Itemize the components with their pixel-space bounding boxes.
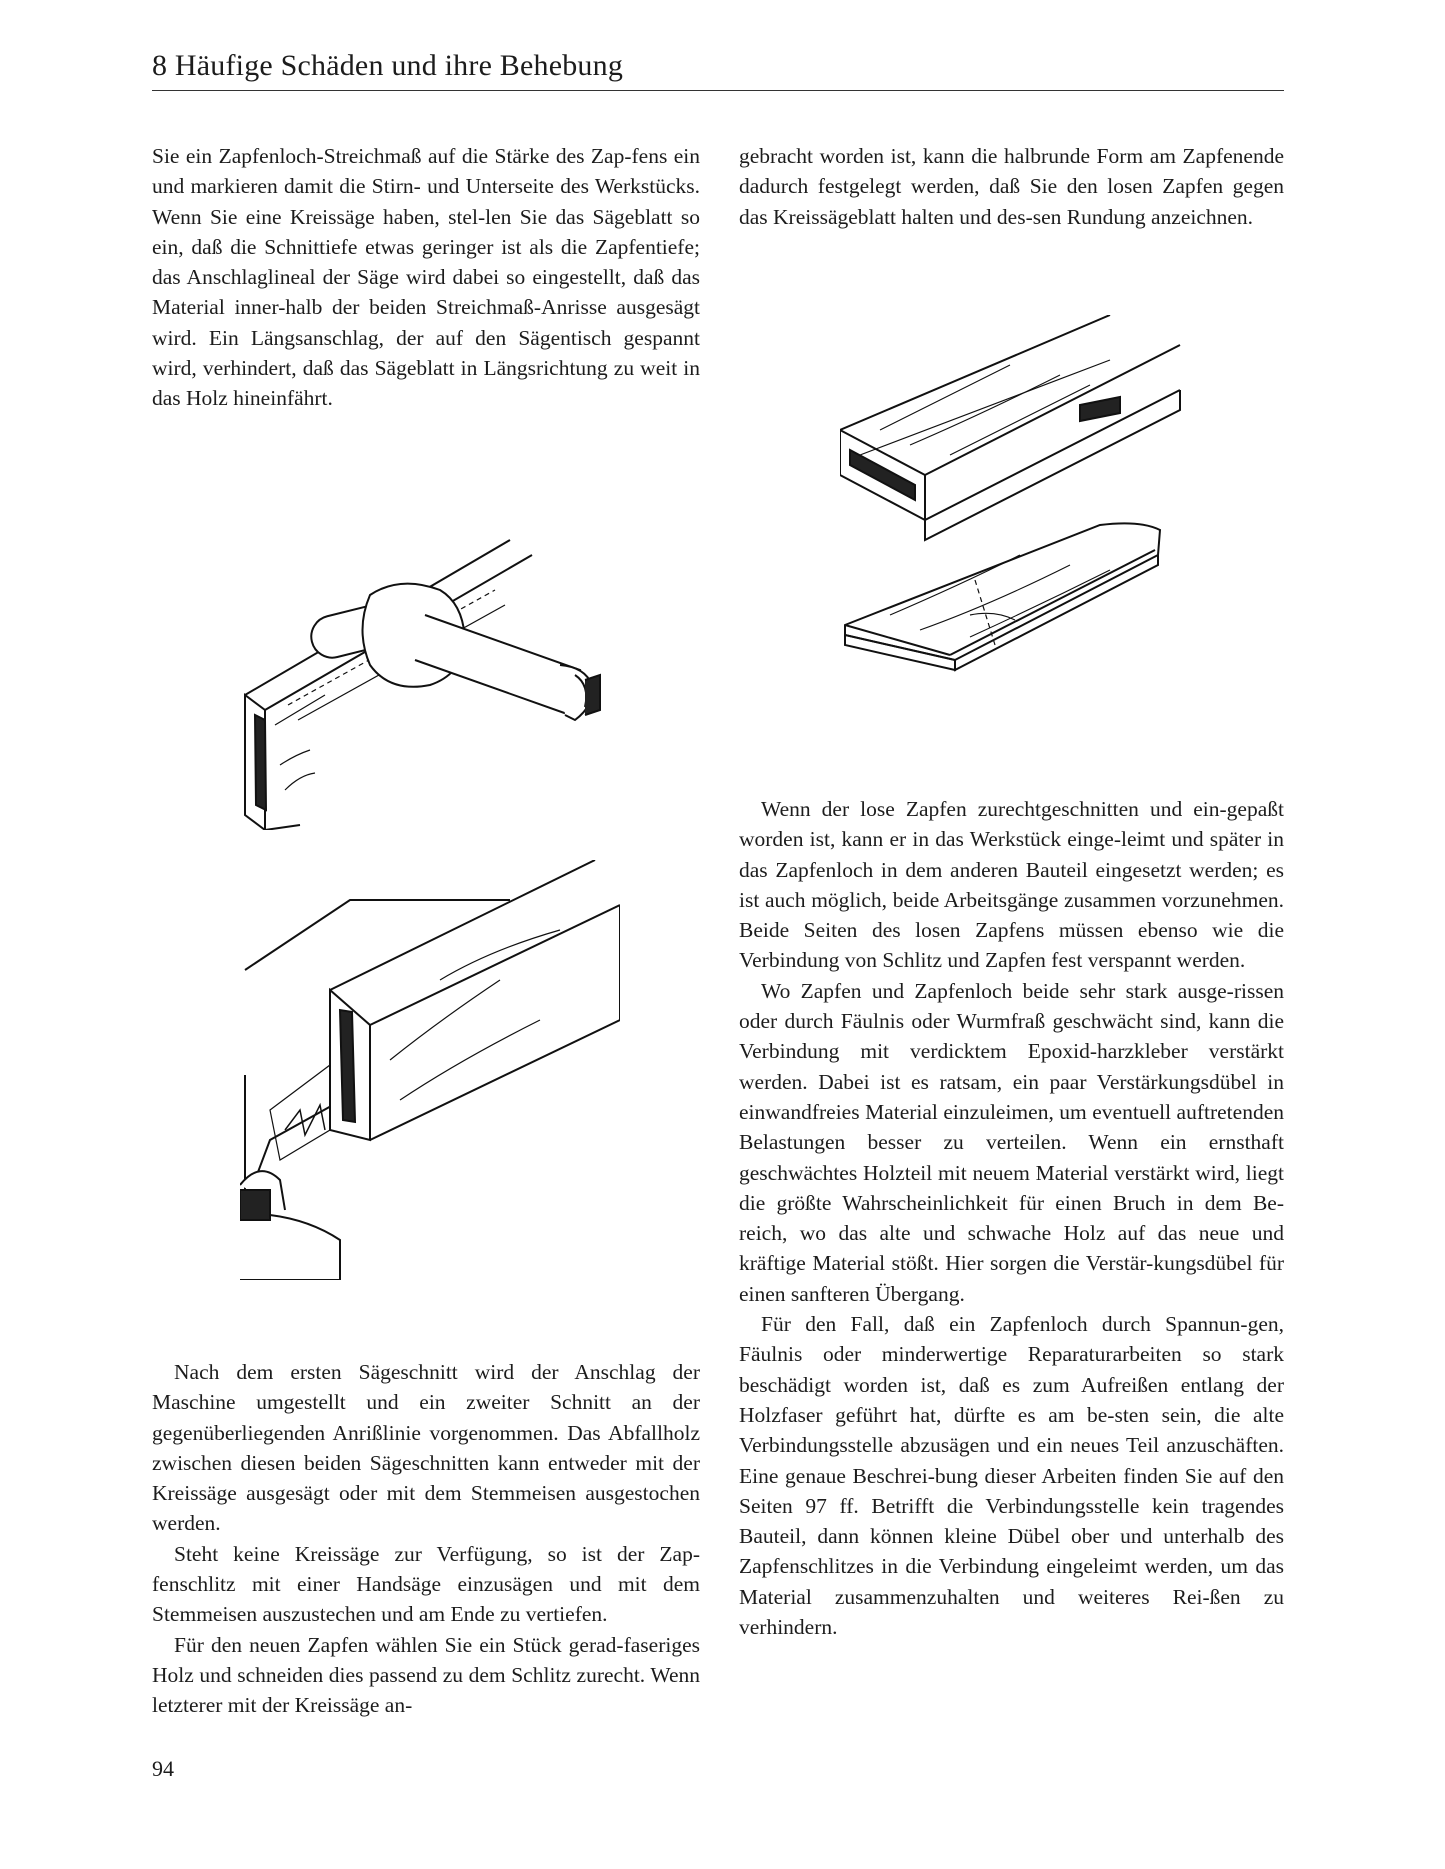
paragraph: Für den Fall, daß ein Zapfenloch durch Spannun-gen, Fäulnis oder minderwertige Reparaturarbeiten so stark beschädigt worden ist, daß es zum Aufreißen entlang der Holzfaser geführt hat, dürfte es am be-sten sein, die alte Verbindungsstelle abzusägen und ein neues Teil anzuschäften. Eine genaue Beschrei-bung dieser Arbeiten finden Sie auf den Seiten 97 ff. Betrifft die Verbindungsstelle kein tragendes Bauteil, dann können kleine Dübel ober und unterhalb des Zapfenschlitzes in die Verbindung eingeleimt werden, um das Material zusammenzuhalten und weiteres Rei-ßen zu verhindern.: [739, 1312, 1284, 1640]
paragraph: Steht keine Kreissäge zur Verfügung, so ist der Zap-fenschlitz mit einer Handsäge einzusägen und mit dem Stemmeisen auszustechen und am Ende zu vertiefen.: [152, 1541, 700, 1627]
left-column-top-text: [152, 141, 700, 414]
paragraph: gebracht worden ist, kann die halbrunde Form am Zapfenende dadurch festgelegt werden, daß Sie den losen Zapfen gegen das Kreissägeblatt halten und des-sen Rundung anzeichnen.: [739, 144, 1284, 229]
right-column-bottom-text: [739, 794, 1284, 1642]
paragraph: Für den neuen Zapfen wählen Sie ein Stück gerad-faseriges Holz und schneiden dies passend zu dem Schlitz zurecht. Wenn letzterer mit der Kreissäge an-: [152, 1632, 700, 1718]
loose-tenon-illustration: [840, 315, 1185, 700]
circular-saw-illustration: [240, 860, 620, 1280]
page-number: 94: [152, 1756, 174, 1781]
paragraph: Wenn der lose Zapfen zurechtgeschnitten und ein-gepaßt worden ist, kann er in das Werkstück einge-leimt und später in das Zapfenloch in dem anderen Bauteil eingesetzt werden; es ist auch möglich, beide Arbeitsgänge zusammen vorzunehmen. Beide Seiten des losen Zapfens müssen ebenso wie die Verbindung von Schlitz und Zapfen fest verspannt werden.: [739, 797, 1284, 973]
running-header: [152, 46, 1284, 91]
marking-gauge-illustration: [240, 535, 630, 830]
right-column-top-text: [739, 141, 1284, 232]
left-column-bottom-text: [152, 1357, 700, 1721]
paragraph: Sie ein Zapfenloch-Streichmaß auf die Stärke des Zap-fens ein und markieren damit die Stirn- und Unterseite des Werkstücks. Wenn Sie eine Kreissäge haben, stel-len Sie das Sägeblatt so ein, daß die Schnittiefe etwas geringer ist als die Zapfentiefe; das Anschlaglineal der Säge wird dabei so eingestellt, daß das Material inner-halb der beiden Streichmaß-Anrisse ausgesägt wird. Ein Längsanschlag, der auf den Sägentisch gespannt wird, verhindert, daß das Sägeblatt in Längsrichtung zu weit in das Holz hineinfährt.: [152, 144, 700, 411]
paragraph: Wo Zapfen und Zapfenloch beide sehr stark ausge-rissen oder durch Fäulnis oder Wurmfraß geschwächt sind, kann die Verbindung mit verdicktem Epoxid-harzkleber verstärkt werden. Dabei ist es ratsam, ein paar Verstärkungsdübel in einwandfreies Material einzuleimen, um eventuell auftretenden Belastungen besser zu verteilen. Wenn ein ernsthaft geschwächtes Holzteil mit neuem Material verstärkt wird, liegt die größte Wahrscheinlichkeit für einen Bruch in dem Be-reich, wo das alte und schwache Holz auf das neue und kräftige Material stößt. Hier sorgen die Verstär-kungsdübel für einen sanfteren Übergang.: [739, 978, 1284, 1306]
paragraph: Nach dem ersten Sägeschnitt wird der Anschlag der Maschine umgestellt und ein zweiter Schnitt an der gegenüberliegenden Anrißlinie vorgenommen. Das Abfallholz zwischen diesen beiden Sägeschnitten kann entweder mit der Kreissäge ausgesägt oder mit dem Stemmeisen ausgestochen werden.: [152, 1360, 700, 1536]
chapter-title: 8 Häufige Schäden und ihre Behebung: [152, 49, 624, 82]
